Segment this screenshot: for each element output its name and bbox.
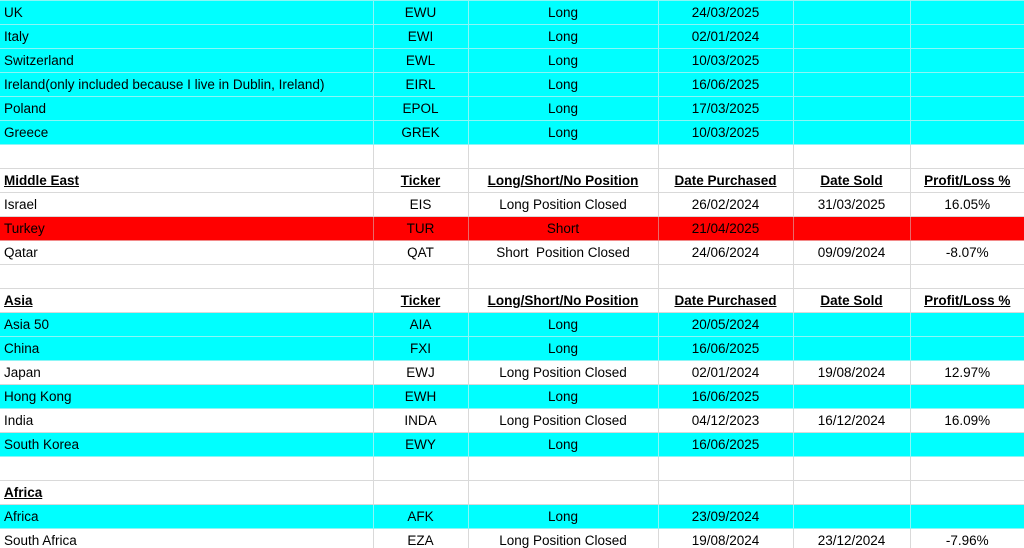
cell-date-purchased[interactable]: Date Purchased [658, 289, 793, 313]
spacer-row [0, 457, 1024, 481]
cell-ticker[interactable]: QAT [373, 241, 468, 265]
cell-country[interactable]: Hong Kong [0, 385, 373, 409]
cell-profit-loss[interactable] [910, 73, 1024, 97]
table-row [0, 409, 1024, 433]
cell-position[interactable]: Long Position Closed [468, 361, 658, 385]
cell-date-sold[interactable] [793, 217, 910, 241]
cell-ticker[interactable] [373, 145, 468, 169]
cell-date-purchased[interactable] [658, 481, 793, 505]
cell-country[interactable]: Africa [0, 505, 373, 529]
cell-date-sold[interactable] [793, 481, 910, 505]
spacer-row [0, 145, 1024, 169]
cell-ticker[interactable]: FXI [373, 337, 468, 361]
cell-country[interactable]: China [0, 337, 373, 361]
table-row [0, 529, 1024, 548]
cell-date-purchased[interactable]: 26/02/2024 [658, 193, 793, 217]
cell-profit-loss[interactable]: Profit/Loss % [910, 169, 1024, 193]
cell-ticker[interactable]: EWL [373, 49, 468, 73]
cell-date-sold[interactable] [793, 457, 910, 481]
cell-profit-loss[interactable] [910, 49, 1024, 73]
table-row [0, 97, 1024, 121]
cell-ticker[interactable] [373, 457, 468, 481]
cell-ticker[interactable]: EPOL [373, 97, 468, 121]
cell-ticker[interactable]: EZA [373, 529, 468, 548]
cell-country[interactable]: Switzerland [0, 49, 373, 73]
cell-position[interactable]: Long/Short/No Position [468, 169, 658, 193]
cell-profit-loss[interactable] [910, 265, 1024, 289]
cell-ticker[interactable]: TUR [373, 217, 468, 241]
table-row [0, 73, 1024, 97]
cell-profit-loss[interactable] [910, 121, 1024, 145]
cell-position[interactable]: Long [468, 1, 658, 25]
cell-profit-loss[interactable]: 16.09% [910, 409, 1024, 433]
cell-profit-loss[interactable] [910, 97, 1024, 121]
cell-profit-loss[interactable] [910, 145, 1024, 169]
cell-country[interactable]: Qatar [0, 241, 373, 265]
cell-position[interactable] [468, 265, 658, 289]
cell-ticker[interactable]: EWY [373, 433, 468, 457]
cell-position[interactable]: Short [468, 217, 658, 241]
cell-country[interactable]: Italy [0, 25, 373, 49]
table-row [0, 25, 1024, 49]
cell-date-sold[interactable]: 09/09/2024 [793, 241, 910, 265]
cell-position[interactable]: Long [468, 433, 658, 457]
cell-profit-loss[interactable]: Profit/Loss % [910, 289, 1024, 313]
cell-position[interactable] [468, 145, 658, 169]
cell-date-purchased[interactable]: 24/03/2025 [658, 1, 793, 25]
sheet-body [0, 1, 1024, 548]
cell-date-sold[interactable] [793, 97, 910, 121]
cell-country[interactable]: South Korea [0, 433, 373, 457]
cell-date-purchased[interactable]: 10/03/2025 [658, 49, 793, 73]
table-row [0, 361, 1024, 385]
cell-ticker[interactable]: GREK [373, 121, 468, 145]
cell-profit-loss[interactable]: 16.05% [910, 193, 1024, 217]
table-row [0, 217, 1024, 241]
cell-date-purchased[interactable]: 16/06/2025 [658, 385, 793, 409]
cell-country[interactable]: Asia [0, 289, 373, 313]
section-header-row [0, 169, 1024, 193]
cell-country[interactable]: India [0, 409, 373, 433]
table-row [0, 1, 1024, 25]
cell-position[interactable]: Long [468, 121, 658, 145]
cell-country[interactable] [0, 457, 373, 481]
cell-date-sold[interactable]: 16/12/2024 [793, 409, 910, 433]
cell-date-purchased[interactable]: 17/03/2025 [658, 97, 793, 121]
table-row [0, 337, 1024, 361]
table-row [0, 433, 1024, 457]
cell-profit-loss[interactable] [910, 1, 1024, 25]
cell-position[interactable]: Long [468, 505, 658, 529]
cell-position[interactable]: Long [468, 385, 658, 409]
cell-date-sold[interactable]: Date Sold [793, 289, 910, 313]
table-row [0, 241, 1024, 265]
cell-date-sold[interactable] [793, 313, 910, 337]
cell-country[interactable]: Israel [0, 193, 373, 217]
cell-country[interactable]: South Africa [0, 529, 373, 548]
cell-date-sold[interactable]: Date Sold [793, 169, 910, 193]
cell-date-sold[interactable] [793, 121, 910, 145]
cell-date-sold[interactable] [793, 505, 910, 529]
cell-position[interactable]: Long Position Closed [468, 193, 658, 217]
cell-profit-loss[interactable]: -8.07% [910, 241, 1024, 265]
cell-date-purchased[interactable]: 21/04/2025 [658, 217, 793, 241]
cell-ticker[interactable]: EIS [373, 193, 468, 217]
cell-date-purchased[interactable] [658, 145, 793, 169]
cell-country[interactable]: Asia 50 [0, 313, 373, 337]
cell-date-sold[interactable]: 23/12/2024 [793, 529, 910, 548]
cell-ticker[interactable]: EIRL [373, 73, 468, 97]
cell-position[interactable]: Long Position Closed [468, 409, 658, 433]
cell-position[interactable]: Long [468, 49, 658, 73]
cell-date-purchased[interactable]: 10/03/2025 [658, 121, 793, 145]
cell-date-sold[interactable]: 31/03/2025 [793, 193, 910, 217]
cell-date-purchased[interactable]: 20/05/2024 [658, 313, 793, 337]
cell-ticker[interactable]: EWU [373, 1, 468, 25]
spacer-row [0, 265, 1024, 289]
section-header-row [0, 289, 1024, 313]
cell-profit-loss[interactable] [910, 337, 1024, 361]
cell-ticker[interactable]: Ticker [373, 289, 468, 313]
table-row [0, 49, 1024, 73]
cell-date-sold[interactable] [793, 1, 910, 25]
cell-ticker[interactable]: AFK [373, 505, 468, 529]
table-row [0, 505, 1024, 529]
table-row [0, 193, 1024, 217]
cell-date-purchased[interactable]: 16/06/2025 [658, 433, 793, 457]
cell-profit-loss[interactable] [910, 385, 1024, 409]
cell-date-purchased[interactable]: 04/12/2023 [658, 409, 793, 433]
cell-date-purchased[interactable]: Date Purchased [658, 169, 793, 193]
cell-date-purchased[interactable]: 24/06/2024 [658, 241, 793, 265]
cell-date-sold[interactable] [793, 73, 910, 97]
table-row [0, 313, 1024, 337]
cell-position[interactable]: Long Position Closed [468, 529, 658, 548]
cell-country[interactable]: Japan [0, 361, 373, 385]
cell-profit-loss[interactable]: 12.97% [910, 361, 1024, 385]
cell-position[interactable]: Long/Short/No Position [468, 289, 658, 313]
cell-profit-loss[interactable] [910, 457, 1024, 481]
cell-ticker[interactable]: EWI [373, 25, 468, 49]
cell-position[interactable] [468, 457, 658, 481]
cell-country[interactable] [0, 265, 373, 289]
cell-date-sold[interactable] [793, 433, 910, 457]
cell-date-purchased[interactable]: 16/06/2025 [658, 73, 793, 97]
cell-ticker[interactable]: INDA [373, 409, 468, 433]
cell-position[interactable] [468, 481, 658, 505]
cell-date-purchased[interactable]: 19/08/2024 [658, 529, 793, 548]
table-row [0, 385, 1024, 409]
cell-ticker[interactable] [373, 265, 468, 289]
cell-date-sold[interactable]: 19/08/2024 [793, 361, 910, 385]
cell-country[interactable]: Greece [0, 121, 373, 145]
cell-position[interactable]: Long [468, 25, 658, 49]
cell-profit-loss[interactable] [910, 217, 1024, 241]
cell-profit-loss[interactable] [910, 481, 1024, 505]
cell-country[interactable] [0, 145, 373, 169]
cell-ticker[interactable]: Ticker [373, 169, 468, 193]
cell-country[interactable]: Ireland(only included because I live in Dublin, Ireland) [0, 73, 373, 97]
cell-ticker[interactable]: EWH [373, 385, 468, 409]
cell-date-sold[interactable] [793, 49, 910, 73]
cell-date-sold[interactable] [793, 385, 910, 409]
cell-date-purchased[interactable] [658, 265, 793, 289]
cell-date-purchased[interactable]: 23/09/2024 [658, 505, 793, 529]
cell-profit-loss[interactable]: -7.96% [910, 529, 1024, 548]
cell-position[interactable]: Long [468, 97, 658, 121]
cell-date-sold[interactable] [793, 337, 910, 361]
cell-date-purchased[interactable]: 16/06/2025 [658, 337, 793, 361]
cell-country[interactable]: Middle East [0, 169, 373, 193]
cell-profit-loss[interactable] [910, 433, 1024, 457]
cell-position[interactable]: Long [468, 73, 658, 97]
cell-country[interactable]: Africa [0, 481, 373, 505]
cell-ticker[interactable]: AIA [373, 313, 468, 337]
cell-date-purchased[interactable] [658, 457, 793, 481]
cell-country[interactable]: UK [0, 1, 373, 25]
cell-profit-loss[interactable] [910, 25, 1024, 49]
table-row [0, 121, 1024, 145]
cell-position[interactable]: Long [468, 337, 658, 361]
cell-position[interactable]: Short Position Closed [468, 241, 658, 265]
section-header-row [0, 481, 1024, 505]
cell-date-sold[interactable] [793, 145, 910, 169]
cell-ticker[interactable] [373, 481, 468, 505]
cell-country[interactable]: Turkey [0, 217, 373, 241]
cell-ticker[interactable]: EWJ [373, 361, 468, 385]
cell-date-purchased[interactable]: 02/01/2024 [658, 361, 793, 385]
cell-country[interactable]: Poland [0, 97, 373, 121]
cell-profit-loss[interactable] [910, 505, 1024, 529]
cell-date-sold[interactable] [793, 25, 910, 49]
cell-position[interactable]: Long [468, 313, 658, 337]
cell-date-purchased[interactable]: 02/01/2024 [658, 25, 793, 49]
cell-profit-loss[interactable] [910, 313, 1024, 337]
cell-date-sold[interactable] [793, 265, 910, 289]
